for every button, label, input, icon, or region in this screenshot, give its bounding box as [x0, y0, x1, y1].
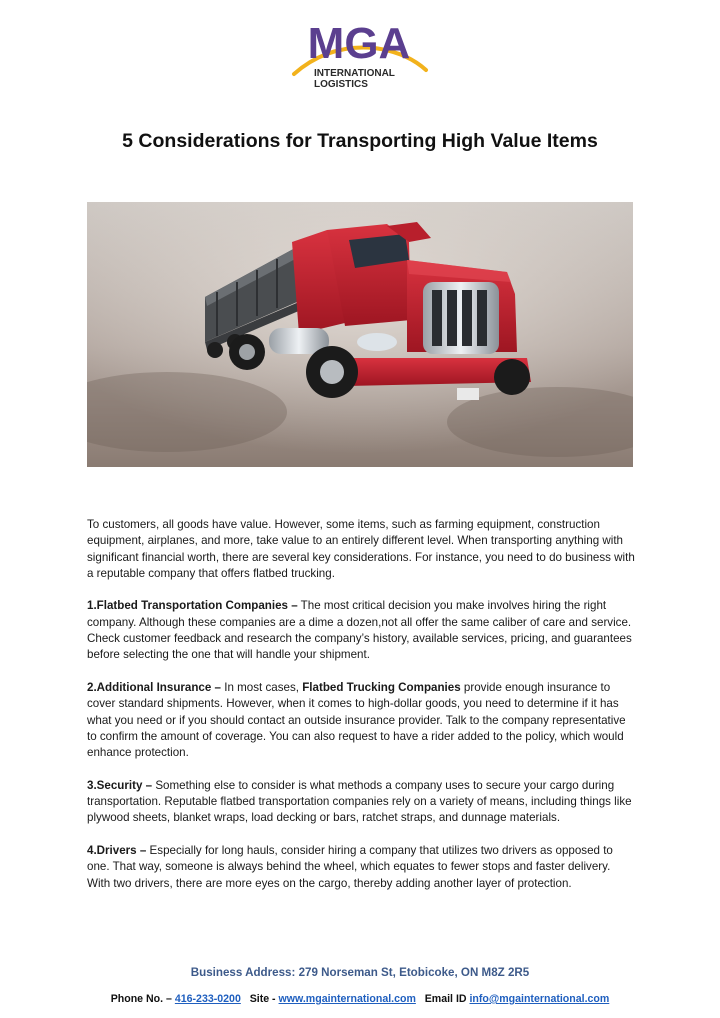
hero-image — [87, 202, 633, 467]
logo-line2: LOGISTICS — [314, 79, 368, 90]
article-body — [87, 517, 635, 908]
site-label: Site - — [249, 993, 279, 1005]
section-2 — [87, 680, 635, 761]
section-1-text: The most critical decision you make involves hiring the right company. Although these companies are a dime a dozen,not all offer the same caliber of care and service. Check customer feedback and research the company’s history, available services, pricing, and guarantees before selecting the one that will handle your shipment. — [87, 599, 632, 662]
section-4-text: Especially for long hauls, consider hiring a company that utilizes two drivers as opposed to one. That way, someone is always behind the wheel, which equates to fewer stops and faster delivery. With two drivers, there are more eyes on the cargo, thereby adding another layer of protection. — [87, 843, 613, 890]
footer-address: Business Address: 279 Norseman St, Etobicoke, ON M8Z 2R5 — [190, 966, 530, 979]
section-3-text: Something else to consider is what methods a company uses to secure your cargo during transportation. Reputable flatbed transportation companies rely on a variety of means, including things like plywood sheets, blanket wraps, load decking or bars, ratchet straps, and dunnage materials. — [87, 778, 632, 825]
section-1 — [87, 598, 635, 663]
section-4-heading: 4.Drivers – — [87, 843, 147, 857]
footer-contact — [0, 993, 720, 1005]
section-3 — [87, 778, 635, 827]
red-semi-truck-photo-icon — [87, 202, 633, 467]
logo-line1: INTERNATIONAL — [314, 68, 395, 79]
section-3-heading: 3.Security – — [87, 778, 153, 792]
section-4 — [87, 843, 635, 892]
phone-link[interactable]: 416-233-0200 — [174, 993, 241, 1005]
mga-logo-graphic — [288, 18, 430, 92]
section-2-inline-bold: Flatbed Trucking Companies — [302, 680, 461, 694]
email-label: Email ID — [424, 993, 470, 1005]
logo-wordmark: MGA — [307, 19, 411, 68]
phone-sep: . – — [160, 993, 175, 1005]
section-1-heading: 1.Flatbed Transportation Companies – — [87, 599, 298, 613]
page-title: 5 Considerations for Transporting High Value Items — [122, 130, 598, 152]
phone-label: Phone No — [110, 993, 161, 1005]
section-2-heading: 2.Additional Insurance – — [87, 680, 222, 694]
company-logo — [288, 18, 430, 92]
email-link[interactable]: info@mgainternational.com — [469, 993, 610, 1005]
intro-paragraph: To customers, all goods have value. However, some items, such as farming equipment, construction equipment, airplanes, and more, take value to an entirely different level. When transporting anything with significant financial worth, there are several key considerations. For instance, you need to do business with a reputable company that offers flatbed trucking. — [87, 518, 635, 580]
site-link[interactable]: www.mgainternational.com — [278, 993, 416, 1005]
section-2-text-a: In most cases, — [221, 680, 303, 694]
section-2-text-b: provide enough insurance to cover standard shipments. However, when it comes to high-dollar goods, you need to determine if it has what you need or if you should contact an outside insurance provider. Talk to the company representative to confirm the amount of coverage. You can also request to have a rider added to the policy, which would enhance protection. — [87, 680, 626, 760]
